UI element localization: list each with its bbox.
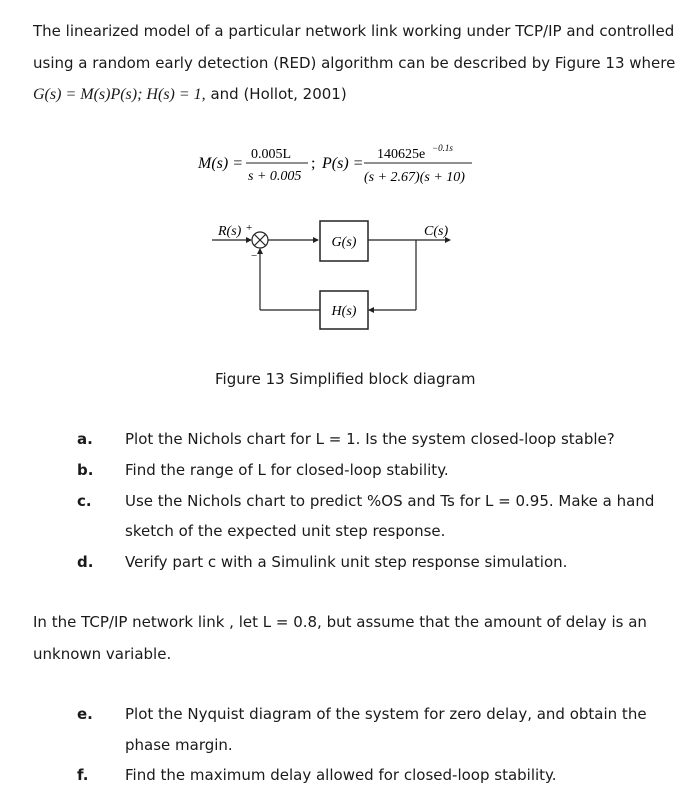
question-f-text: Find the maximum delay allowed for closed-loop stability.	[125, 766, 557, 784]
error-arrowhead	[313, 237, 319, 243]
bridge-line-2: unknown variable.	[33, 645, 172, 663]
p-numerator: 140625e	[377, 147, 426, 162]
input-arrowhead	[246, 237, 252, 243]
equation-separator: ;	[311, 155, 316, 172]
m-denominator: s + 0.005	[248, 169, 302, 184]
question-f-label: f.	[77, 766, 89, 784]
m-numerator: 0.005L	[251, 147, 292, 162]
model-equation: G(s) = M(s)P(s); H(s) = 1,	[33, 86, 206, 103]
question-a-text: Plot the Nichols chart for L = 1. Is the system closed-loop stable?	[125, 430, 615, 448]
plus-sign: +	[246, 222, 253, 234]
question-e-label: e.	[77, 705, 93, 723]
output-label: C(s)	[424, 224, 449, 239]
question-c-label: c.	[77, 492, 92, 510]
question-c-text-1: Use the Nichols chart to predict %OS and Ts for L = 0.95. Make a hand	[125, 492, 655, 510]
feedback-input-arrowhead	[368, 307, 374, 313]
citation: and (Hollot, 2001)	[210, 85, 347, 103]
figure-caption: Figure 13 Simplified block diagram	[215, 370, 476, 388]
feedback-arrowhead	[257, 248, 263, 254]
question-b-text: Find the range of L for closed-loop stability.	[125, 461, 449, 479]
question-a-label: a.	[77, 430, 93, 448]
question-b-label: b.	[77, 461, 94, 479]
p-exponent: −0.1s	[432, 143, 453, 153]
p-denominator: (s + 2.67)(s + 10)	[364, 170, 465, 185]
question-c-text-2: sketch of the expected unit step response.	[125, 522, 446, 540]
figure-13	[0, 0, 697, 360]
intro-line-2: using a random early detection (RED) algorithm can be described by Figure 13 where	[33, 54, 676, 72]
question-e-text-2: phase margin.	[125, 736, 233, 754]
question-d-label: d.	[77, 553, 94, 571]
p-lhs: P(s) =	[322, 155, 364, 172]
input-label: R(s)	[218, 224, 242, 239]
bridge-line-1: In the TCP/IP network link , let L = 0.8, but assume that the amount of delay is an	[33, 613, 647, 631]
m-lhs: M(s) =	[198, 155, 244, 172]
question-d-text: Verify part c with a Simulink unit step response simulation.	[125, 553, 568, 571]
question-e-text-1: Plot the Nyquist diagram of the system for zero delay, and obtain the	[125, 705, 647, 723]
minus-sign: −	[251, 250, 258, 262]
intro-line-1: The linearized model of a particular network link working under TCP/IP and controlled	[33, 22, 675, 40]
feedback-block-label: H(s)	[331, 304, 357, 319]
forward-block-label: G(s)	[331, 235, 357, 250]
